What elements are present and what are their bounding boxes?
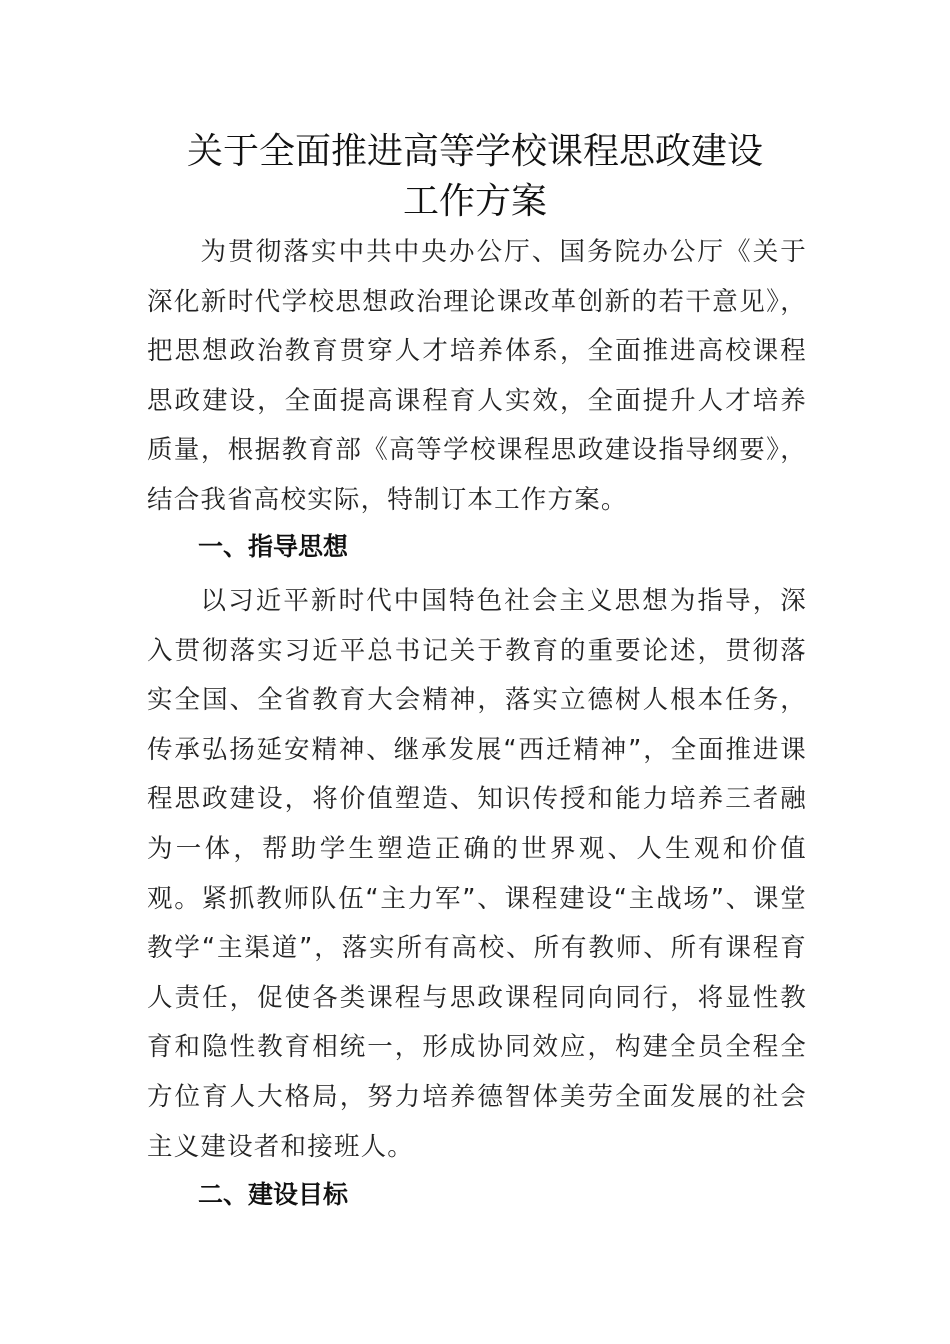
section-heading-guiding-ideology: 一、指导思想: [198, 532, 349, 561]
guiding-ideology-paragraph: 以习近平新时代中国特色社会主义思想为指导，深入贯彻落实习近平总书记关于教育的重要论述，贯彻落实全国、全省教育大会精神，落实立德树人根本任务，传承弘扬延安精神、继承发展“西迁精神”，全面推进课程思政建设，将价值塑造、知识传授和能力培养三者融为一体，帮助学生塑造正确的世界观、人生观和价值观。紧抓教师队伍“主力军”、课程建设“主战场”、课堂教学“主渠道”，落实所有高校、所有教师、所有课程育人责任，促使各类课程与思政课程同向同行，将显性教育和隐性教育相统一，形成协同效应，构建全员全程全方位育人大格局，努力培养德智体美劳全面发展的社会主义建设者和接班人。: [147, 586, 807, 1162]
document-title-line2: 工作方案: [402, 181, 547, 222]
section-heading-construction-goals: 二、建设目标: [198, 1180, 349, 1209]
intro-paragraph: 为贯彻落实中共中央办公厅、国务院办公厅《关于深化新时代学校思想政治理论课改革创新的若干意见》，把思想政治教育贯穿人才培养体系，全面推进高校课程思政建设，全面提高课程育人实效，全面提升人才培养质量，根据教育部《高等学校课程思政建设指导纲要》，结合我省高校实际，特制订本工作方案。: [147, 237, 807, 515]
document-title-line1: 关于全面推进高等学校课程思政建设: [186, 131, 763, 172]
